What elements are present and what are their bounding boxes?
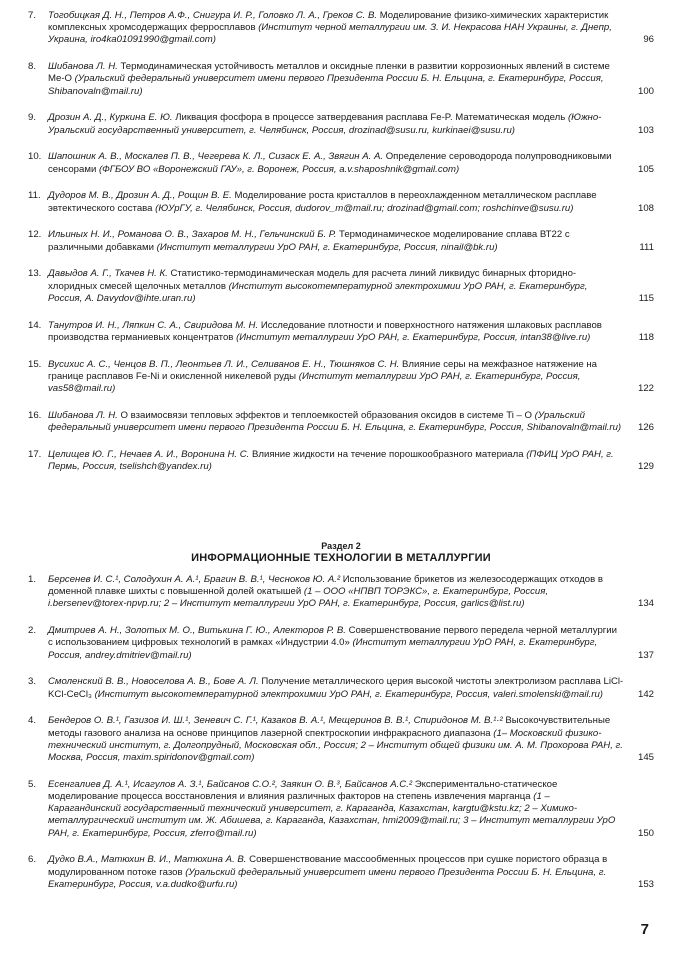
entry-page: 100: [637, 85, 654, 97]
toc-entry: [28, 151, 654, 175]
entry-number: 5.: [28, 778, 37, 790]
toc-entry: [28, 229, 654, 253]
entry-affiliation: (Институт высокотемпературной электрохимии УрО РАН, г. Екатеринбург, Россия, valeri.smolenski@mail.ru): [94, 688, 603, 700]
entry-affiliation: (Уральский федеральный университет имени первого Президента России Б. Н. Ельцина, г. Екатеринбург, Россия, Shibanovaln@mail.ru): [48, 73, 604, 97]
toc-entry: [28, 268, 654, 305]
entry-text: [48, 61, 654, 98]
entry-authors: Берсенев И. С.¹, Солодухин А. А.¹, Брагин В. В.¹, Чесноков Ю. А.²: [48, 574, 341, 585]
entry-title: Экспериментально-статическое моделирование процесса восстановления и влияния различных факторов на степень извлечения марганца: [48, 778, 558, 803]
entry-authors: Танутров И. Н., Ляпкин С. А., Свиридова М. Н.: [48, 319, 259, 331]
entry-page: 145: [637, 752, 654, 764]
entry-affiliation: (Институт металлургии УрО РАН, г. Екатеринбург, Россия, ninail@bk.ru): [156, 241, 498, 253]
toc-entry: [28, 10, 654, 47]
entry-affiliation: (Южно-Уральский государственный университет, г. Челябинск, Россия, drozinad@susu.ru, kurkinaei@susu.ru): [48, 112, 602, 136]
entry-number: 17.: [28, 448, 42, 460]
entry-page: 103: [637, 124, 654, 136]
entry-text: [48, 676, 654, 700]
entry-authors: Бендеров О. В.¹, Газизов И. Ш.¹, Зеневич С. Г.¹, Казаков В. А.¹, Мещеринов В. В.¹, Спиридонов М. В.¹·²: [48, 715, 503, 727]
entry-number: 4.: [28, 715, 37, 727]
entry-page: 118: [638, 331, 654, 343]
entry-text: [48, 410, 654, 434]
entry-text: [48, 151, 654, 175]
entry-page: 111: [639, 241, 654, 253]
entry-number: 7.: [28, 10, 37, 21]
section-1-entries: [28, 10, 654, 488]
page-number: 7: [640, 921, 649, 938]
entry-title: Влияние жидкости на течение порошкообразного материала: [249, 448, 527, 460]
entry-text: [48, 779, 654, 840]
toc-entry: [28, 449, 654, 473]
entry-affiliation: (Институт металлургии УрО РАН, г. Екатеринбург, Россия, andrey.dmitriev@mail.ru): [48, 637, 598, 661]
entry-title: Влияние серы на межфазное натяжение на границе расплавов Fe-Ni и окисленной никелевой руды: [48, 358, 597, 382]
entry-affiliation: (Институт металлургии УрО РАН, г. Екатеринбург, Россия, vas58@mail.ru): [48, 370, 581, 395]
entry-page: 96: [643, 34, 654, 46]
entry-authors: Дудоров М. В., Дрозин А. Д., Рощин В. Е.: [48, 190, 232, 202]
toc-entry: [28, 625, 654, 662]
entry-text: [48, 625, 654, 662]
section-title: ИНФОРМАЦИОННЫЕ ТЕХНОЛОГИИ В МЕТАЛЛУРГИИ: [191, 552, 491, 564]
entry-number: 14.: [28, 319, 42, 331]
entry-affiliation: (1– Московский физико-технический институт, г. Долгопрудный, Московская обл., Россия; 2 – Институт общей физики им. А. М. Прохорова РАН, г. Москва, Россия, maxim.spiridonov@gmail.com): [48, 727, 623, 764]
entry-authors: Целищев Ю. Г., Нечаев А. И., Воронина Н. С.: [48, 448, 250, 460]
entry-affiliation: (Институт высокотемпературной электрохимии УрО РАН, г. Екатеринбург, Россия, A. Davydov@ihte.uran.ru): [48, 280, 588, 304]
section-label: Раздел 2: [321, 541, 361, 551]
entry-authors: Вусихис А. С., Ченцов В. П., Леонтьев Л. И., Селиванов Е. Н., Тюшняков С. Н.: [48, 358, 400, 370]
entry-authors: Давыдов А. Г., Ткачев Н. К.: [48, 268, 168, 280]
entry-title: Определение сероводорода полупроводниковыми сенсорами: [48, 151, 612, 175]
toc-entry: [28, 112, 654, 136]
entry-authors: Шапошник А. В., Москалев П. В., Чегерева К. Л., Сизаск Е. А., Звягин А. А.: [48, 151, 384, 163]
entry-text: [48, 190, 654, 214]
entry-page: 105: [637, 163, 654, 175]
entry-affiliation: (ФГБОУ ВО «Воронежский ГАУ», г. Воронеж, Россия, a.v.shaposhnik@gmail.com): [98, 163, 460, 175]
entry-text: [48, 715, 654, 764]
toc-entry: [28, 359, 654, 396]
entry-title: Совершенствование массообменных процессов при сушке пористого образца в модулированном потоке газов: [48, 854, 608, 878]
toc-entry: [28, 410, 654, 434]
entry-affiliation: (Институт черной металлургии им. З. И. Некрасова НАН Украины, г. Днепр, Украина, iro4ka01091990@gmail.com): [48, 22, 612, 46]
entry-title: Исследование плотности и поверхностного натяжения шлаковых расплавов производства германиевых концентратов: [48, 319, 602, 343]
entry-affiliation: (1 – Карагандинский государственный технический университет, г. Караганда, Казахстан, kargtu@kstu.kz; 2 – Химико-металлургический институт им. Ж. Абишева, г. Караганда, Казахстан, hmi2009@mail.ru; 3 – Институт металлургии УрО РАН, г. Екатеринбург, Россия, zferro@mail.ru): [48, 791, 616, 839]
entry-page: 134: [637, 598, 654, 610]
entry-title: Использование брикетов из железосодержащих отходов в доменной плавке шихты с повышенной долей окатышей: [48, 574, 604, 598]
entry-affiliation: (Институт металлургии УрО РАН, г. Екатеринбург, Россия, intan38@live.ru): [236, 331, 591, 343]
entry-authors: Шибанова Л. Н.: [48, 61, 118, 73]
entry-authors: Шибанова Л. Н.: [48, 409, 118, 421]
entry-title: Получение металлического церия высокой чистоты электролизом расплава LiCl-KCl-CeCl₃: [48, 676, 624, 700]
entry-title: О взаимосвязи тепловых эффектов и теплоемкостей образования оксидов в системе Ti – O: [117, 409, 535, 421]
entry-number: 1.: [28, 574, 37, 585]
entry-title: Высокочувствительные методы газового анализа на основе принципов лазерной спектроскопии инфракрасного диапазона: [48, 715, 611, 739]
toc-entry: [28, 320, 654, 344]
toc-entry: [28, 574, 654, 611]
entry-number: 6.: [28, 854, 37, 866]
entry-authors: Дудко В.А., Матюхин В. И., Матюхина А. В.: [48, 854, 247, 866]
entry-title: Термодинамическое моделирование сплава ВТ22 с различными добавками: [48, 229, 570, 253]
entry-text: [48, 112, 654, 136]
entry-text: [48, 10, 654, 47]
entry-page: 153: [637, 878, 654, 890]
section-2-entries: [28, 574, 654, 906]
entry-title: Ликвация фосфора в процессе затвердевания расплава Fe-P. Математическая модель: [172, 112, 568, 124]
entry-number: 3.: [28, 676, 37, 688]
entry-affiliation: (1 – ООО «НПВП ТОРЭКС», г. Екатеринбург, Россия, i.bersenev@torex-npvp.ru; 2 – Институт металлургии УрО РАН, г. Екатеринбург, Россия, garlics@list.ru): [48, 586, 549, 610]
entry-affiliation: (ПФИЦ УрО РАН, г. Пермь, Россия, tselishch@yandex.ru): [48, 448, 614, 473]
entry-authors: Тогобицкая Д. Н., Петров А.Ф., Снигура И. Р., Головко Л. А., Греков С. В.: [48, 10, 378, 21]
entry-authors: Ильиных Н. И., Романова О. В., Захаров М. Н., Гельчинский Б. Р.: [48, 229, 337, 241]
entry-authors: Смоленский В. В., Новоселова А. В., Бове А. Л.: [48, 676, 259, 688]
entry-number: 10.: [28, 151, 42, 163]
entry-text: [48, 268, 654, 305]
entry-number: 13.: [28, 268, 42, 280]
entry-number: 12.: [28, 229, 42, 241]
entry-page: 108: [637, 202, 654, 214]
entry-page: 115: [638, 292, 654, 304]
entry-page: 150: [637, 827, 654, 839]
entry-page: 122: [637, 383, 654, 395]
entry-page: 129: [637, 461, 654, 473]
entry-number: 15.: [28, 358, 42, 370]
toc-entry: [28, 676, 654, 700]
entry-text: [48, 359, 654, 396]
entry-text: [48, 854, 654, 891]
entry-text: [48, 229, 654, 253]
toc-entry: [28, 61, 654, 98]
entry-page: 137: [637, 649, 654, 661]
entry-authors: Есенгалиев Д. А.¹, Исагулов А. З.¹, Байсанов С.О.², Заякин О. В.³, Байсанов А.С.²: [48, 778, 413, 790]
entry-authors: Дрозин А. Д., Куркина Е. Ю.: [48, 112, 173, 124]
entry-text: [48, 320, 654, 344]
entry-authors: Дмитриев А. Н., Золотых М. О., Витькина Г. Ю., Алекторов Р. В.: [48, 625, 346, 637]
entry-affiliation: (Уральский федеральный университет имени первого Президента России Б. Н. Ельцина, г. Екатеринбург, Россия, v.a.dudko@urfu.ru): [48, 866, 607, 890]
entry-text: [48, 574, 654, 611]
entry-title: Моделирование роста кристаллов в переохлажденном металлическом расплаве эвтектического состава: [48, 190, 597, 214]
toc-entry: [28, 779, 654, 840]
entry-title: Статистико-термодинамическая модель для расчета линий ликвидус бинарных фторидно-хлоридных смесей щелочных металлов: [48, 268, 577, 292]
entry-title: Моделирование физико-химических характеристик комплексных хромсодержащих ферросплавов: [48, 10, 609, 34]
entry-number: 16.: [28, 409, 42, 421]
toc-entry: [28, 190, 654, 214]
entry-title: Совершенствование первого передела черной металлургии с использованием цифровых технологий в рамках «Индустрии 4.0»: [48, 625, 618, 649]
entry-number: 11.: [28, 190, 41, 202]
toc-entry: [28, 854, 654, 891]
entry-title: Термодинамическая устойчивость металлов и оксидные пленки в развитии коррозионных явлений в системе Me-O: [48, 61, 610, 85]
entry-page: 126: [637, 422, 654, 434]
entry-page: 142: [637, 688, 654, 700]
entry-number: 2.: [28, 625, 37, 637]
entry-text: [48, 449, 654, 473]
toc-entry: [28, 715, 654, 764]
entry-affiliation: (ЮУрГУ, г. Челябинск, Россия, dudorov_m@mail.ru; drozinad@gmail.com; roshchinve@susu.ru): [155, 202, 574, 214]
entry-affiliation: (Уральский федеральный университет имени первого Президента России Б. Н. Ельцина, г. Екатеринбург, Россия, Shibanovaln@mail.ru): [48, 409, 622, 434]
entry-number: 8.: [28, 61, 37, 73]
entry-number: 9.: [28, 112, 37, 124]
